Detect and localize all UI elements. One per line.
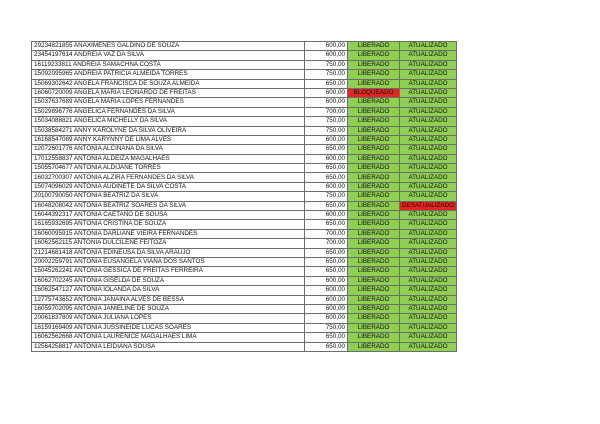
name-cell: 20002259791 ANTONIA EUSANGELA VIANA DOS SANTOS — [32, 257, 305, 266]
update-cell: DESATUALIZADO — [400, 201, 457, 210]
status-cell: LIBERADO — [348, 239, 400, 248]
name-cell: 20061837809 ANTONIA JULIANA LOPES — [32, 314, 305, 323]
table-row — [32, 98, 457, 107]
name-cell: 15055704677 ANTONIA ALDIJANE TORRES — [32, 164, 305, 173]
update-cell: ATUALIZADO — [400, 182, 457, 191]
value-cell: 700,00 — [305, 229, 348, 238]
status-cell: LIBERADO — [348, 276, 400, 285]
status-cell: LIBERADO — [348, 135, 400, 144]
update-cell: ATUALIZADO — [400, 42, 457, 51]
table-row — [32, 145, 457, 154]
status-cell: LIBERADO — [348, 286, 400, 295]
status-cell: LIBERADO — [348, 79, 400, 88]
name-cell: 16059702095 ANTONIA JANIELINE DE SOUZA — [32, 304, 305, 313]
status-cell: LIBERADO — [348, 342, 400, 351]
update-cell: ATUALIZADO — [400, 88, 457, 97]
update-cell: ATUALIZADO — [400, 164, 457, 173]
value-cell: 600,00 — [305, 211, 348, 220]
table-row — [32, 117, 457, 126]
name-cell: 16062547127 ANTONIA IOLANDA DA SILVA — [32, 286, 305, 295]
update-cell: ATUALIZADO — [400, 126, 457, 135]
status-cell: LIBERADO — [348, 182, 400, 191]
name-cell: 15074096029 ANTONIA AUDINETE DA SILVA COSTA — [32, 182, 305, 191]
table-row — [32, 154, 457, 163]
name-cell: 15038584271 ANNY KAROLYNE DA SILVA OLIVEIRA — [32, 126, 305, 135]
value-cell: 600,00 — [305, 42, 348, 51]
status-cell: LIBERADO — [348, 60, 400, 69]
update-cell: ATUALIZADO — [400, 117, 457, 126]
name-cell: 16060095915 ANTONIA DARLIANE VIEIRA FERNANDES — [32, 229, 305, 238]
value-cell: 650,00 — [305, 164, 348, 173]
status-cell: LIBERADO — [348, 70, 400, 79]
update-cell: ATUALIZADO — [400, 211, 457, 220]
status-cell: LIBERADO — [348, 220, 400, 229]
table-row — [32, 201, 457, 210]
name-cell: 15037637689 ANGELA MARIA LOPES FERNANDES — [32, 98, 305, 107]
table-row — [32, 220, 457, 229]
update-cell: ATUALIZADO — [400, 333, 457, 342]
name-cell: 16168547089 ANNY KARYNNY DE LIMA ALVES — [32, 135, 305, 144]
name-cell: 21214681418 ANTONIA EDINEUSA DA SILVA ARAUJO — [32, 248, 305, 257]
value-cell: 650,00 — [305, 267, 348, 276]
value-cell: 650,00 — [305, 220, 348, 229]
table-row — [32, 333, 457, 342]
value-cell: 600,00 — [305, 295, 348, 304]
table-row — [32, 135, 457, 144]
name-cell: 12775743652 ANTONIA JANAINA ALVES DE BESSA — [32, 295, 305, 304]
update-cell: ATUALIZADO — [400, 154, 457, 163]
name-cell: 16062562115 ANTONIA DULCILENE FEITOZA — [32, 239, 305, 248]
spreadsheet-body — [32, 42, 457, 352]
value-cell: 600,00 — [305, 304, 348, 313]
status-cell: LIBERADO — [348, 98, 400, 107]
value-cell: 600,00 — [305, 182, 348, 191]
name-cell: 16159169409 ANTONIA JUSSINEIDE LUCAS SOARES — [32, 323, 305, 332]
table-row — [32, 248, 457, 257]
table-row — [32, 239, 457, 248]
value-cell: 600,00 — [305, 51, 348, 60]
value-cell: 750,00 — [305, 60, 348, 69]
name-cell: 15045262241 ANTONIA GESSICA DE FREITAS FERREIRA — [32, 267, 305, 276]
update-cell: ATUALIZADO — [400, 60, 457, 69]
update-cell: ATUALIZADO — [400, 323, 457, 332]
status-cell: LIBERADO — [348, 267, 400, 276]
table-row — [32, 276, 457, 285]
update-cell: ATUALIZADO — [400, 220, 457, 229]
status-cell: LIBERADO — [348, 117, 400, 126]
name-cell: 16048208042 ANTONIA BEATRIZ SOARES DA SILVA — [32, 201, 305, 210]
name-cell: 15029896776 ANGELICA FERNANDES DA SILVA — [32, 107, 305, 116]
table-row — [32, 60, 457, 69]
update-cell: ATUALIZADO — [400, 98, 457, 107]
status-cell: LIBERADO — [348, 192, 400, 201]
value-cell: 750,00 — [305, 70, 348, 79]
table-row — [32, 211, 457, 220]
name-cell: 16060720009 ANGELA MARIA LEONARDO DE FREITAS — [32, 88, 305, 97]
name-cell: 23454197614 ANDREIA VAZ DA SILVA — [32, 51, 305, 60]
value-cell: 600,00 — [305, 88, 348, 97]
value-cell: 650,00 — [305, 248, 348, 257]
spreadsheet-table — [31, 41, 457, 352]
status-cell: LIBERADO — [348, 333, 400, 342]
update-cell: ATUALIZADO — [400, 145, 457, 154]
name-cell: 16119233811 ANDREIA SAMACHNA COSTA — [32, 60, 305, 69]
update-cell: ATUALIZADO — [400, 267, 457, 276]
table-row — [32, 229, 457, 238]
value-cell: 650,00 — [305, 333, 348, 342]
value-cell: 650,00 — [305, 342, 348, 351]
status-cell: LIBERADO — [348, 164, 400, 173]
status-cell: LIBERADO — [348, 229, 400, 238]
name-cell: 12072601776 ANTONIA ALCINANA DA SILVA — [32, 145, 305, 154]
status-cell: LIBERADO — [348, 295, 400, 304]
status-cell: LIBERADO — [348, 145, 400, 154]
update-cell: ATUALIZADO — [400, 314, 457, 323]
update-cell: ATUALIZADO — [400, 51, 457, 60]
status-cell: LIBERADO — [348, 257, 400, 266]
update-cell: ATUALIZADO — [400, 276, 457, 285]
value-cell: 650,00 — [305, 145, 348, 154]
value-cell: 600,00 — [305, 276, 348, 285]
table-row — [32, 164, 457, 173]
value-cell: 600,00 — [305, 154, 348, 163]
table-row — [32, 304, 457, 313]
value-cell: 650,00 — [305, 79, 348, 88]
table-row — [32, 126, 457, 135]
update-cell: ATUALIZADO — [400, 248, 457, 257]
name-cell: 16032700307 ANTONIA ALZIRA FERNANDES DA SILVA — [32, 173, 305, 182]
value-cell: 650,00 — [305, 173, 348, 182]
table-row — [32, 267, 457, 276]
update-cell: ATUALIZADO — [400, 79, 457, 88]
table-row — [32, 342, 457, 351]
name-cell: 16044392317 ANTONIA CAETANO DE SOUSA — [32, 211, 305, 220]
table-row — [32, 79, 457, 88]
status-cell: LIBERADO — [348, 201, 400, 210]
table-row — [32, 70, 457, 79]
value-cell: 700,00 — [305, 239, 348, 248]
table-row — [32, 42, 457, 51]
name-cell: 20100790050 ANTONIA BEATRIZ DA SILVA — [32, 192, 305, 201]
update-cell: ATUALIZADO — [400, 229, 457, 238]
name-cell: 16165932695 ANTONIA CRISTINA DE SOUZA — [32, 220, 305, 229]
update-cell: ATUALIZADO — [400, 342, 457, 351]
name-cell: 17012558837 ANTONIA ALDEIZA MAGALHAES — [32, 154, 305, 163]
name-cell: 15069302642 ANGELA FRANCISCA DE SOUZA ALMEIDA — [32, 79, 305, 88]
update-cell: ATUALIZADO — [400, 135, 457, 144]
name-cell: 15034088821 ANGELICA MICHELLY DA SILVA — [32, 117, 305, 126]
status-cell: LIBERADO — [348, 304, 400, 313]
table-row — [32, 192, 457, 201]
table-row — [32, 173, 457, 182]
table-row — [32, 107, 457, 116]
table-row — [32, 314, 457, 323]
update-cell: ATUALIZADO — [400, 107, 457, 116]
table-row — [32, 323, 457, 332]
status-cell: LIBERADO — [348, 107, 400, 116]
status-cell: LIBERADO — [348, 248, 400, 257]
table-row — [32, 286, 457, 295]
value-cell: 650,00 — [305, 201, 348, 210]
update-cell: ATUALIZADO — [400, 70, 457, 79]
value-cell: 600,00 — [305, 135, 348, 144]
status-cell: LIBERADO — [348, 314, 400, 323]
value-cell: 600,00 — [305, 286, 348, 295]
update-cell: ATUALIZADO — [400, 192, 457, 201]
status-cell: LIBERADO — [348, 126, 400, 135]
value-cell: 600,00 — [305, 98, 348, 107]
value-cell: 750,00 — [305, 323, 348, 332]
status-cell: LIBERADO — [348, 154, 400, 163]
table-row — [32, 295, 457, 304]
value-cell: 700,00 — [305, 107, 348, 116]
value-cell: 750,00 — [305, 192, 348, 201]
value-cell: 600,00 — [305, 314, 348, 323]
name-cell: 16062702245 ANTONIA GISELDA DE SOUZA — [32, 276, 305, 285]
update-cell: ATUALIZADO — [400, 239, 457, 248]
table-row — [32, 51, 457, 60]
name-cell: 12564258817 ANTONIA LEIDIANA SOUSA — [32, 342, 305, 351]
update-cell: ATUALIZADO — [400, 295, 457, 304]
status-cell: LIBERADO — [348, 51, 400, 60]
value-cell: 650,00 — [305, 257, 348, 266]
table-row — [32, 182, 457, 191]
update-cell: ATUALIZADO — [400, 257, 457, 266]
name-cell: 29234821855 ANAXIMENES GALDINO DE SOUZA — [32, 42, 305, 51]
name-cell: 15092095965 ANDREIA PATRICIA ALMEIDA TORRES — [32, 70, 305, 79]
name-cell: 16062562668 ANTONIA LAURENICE MAGALHAES LIMA — [32, 333, 305, 342]
table-row — [32, 88, 457, 97]
status-cell: LIBERADO — [348, 42, 400, 51]
status-cell: BLOQUEADO — [348, 88, 400, 97]
status-cell: LIBERADO — [348, 323, 400, 332]
update-cell: ATUALIZADO — [400, 304, 457, 313]
status-cell: LIBERADO — [348, 173, 400, 182]
update-cell: ATUALIZADO — [400, 286, 457, 295]
value-cell: 750,00 — [305, 126, 348, 135]
update-cell: ATUALIZADO — [400, 173, 457, 182]
table-row — [32, 257, 457, 266]
status-cell: LIBERADO — [348, 211, 400, 220]
value-cell: 750,00 — [305, 117, 348, 126]
